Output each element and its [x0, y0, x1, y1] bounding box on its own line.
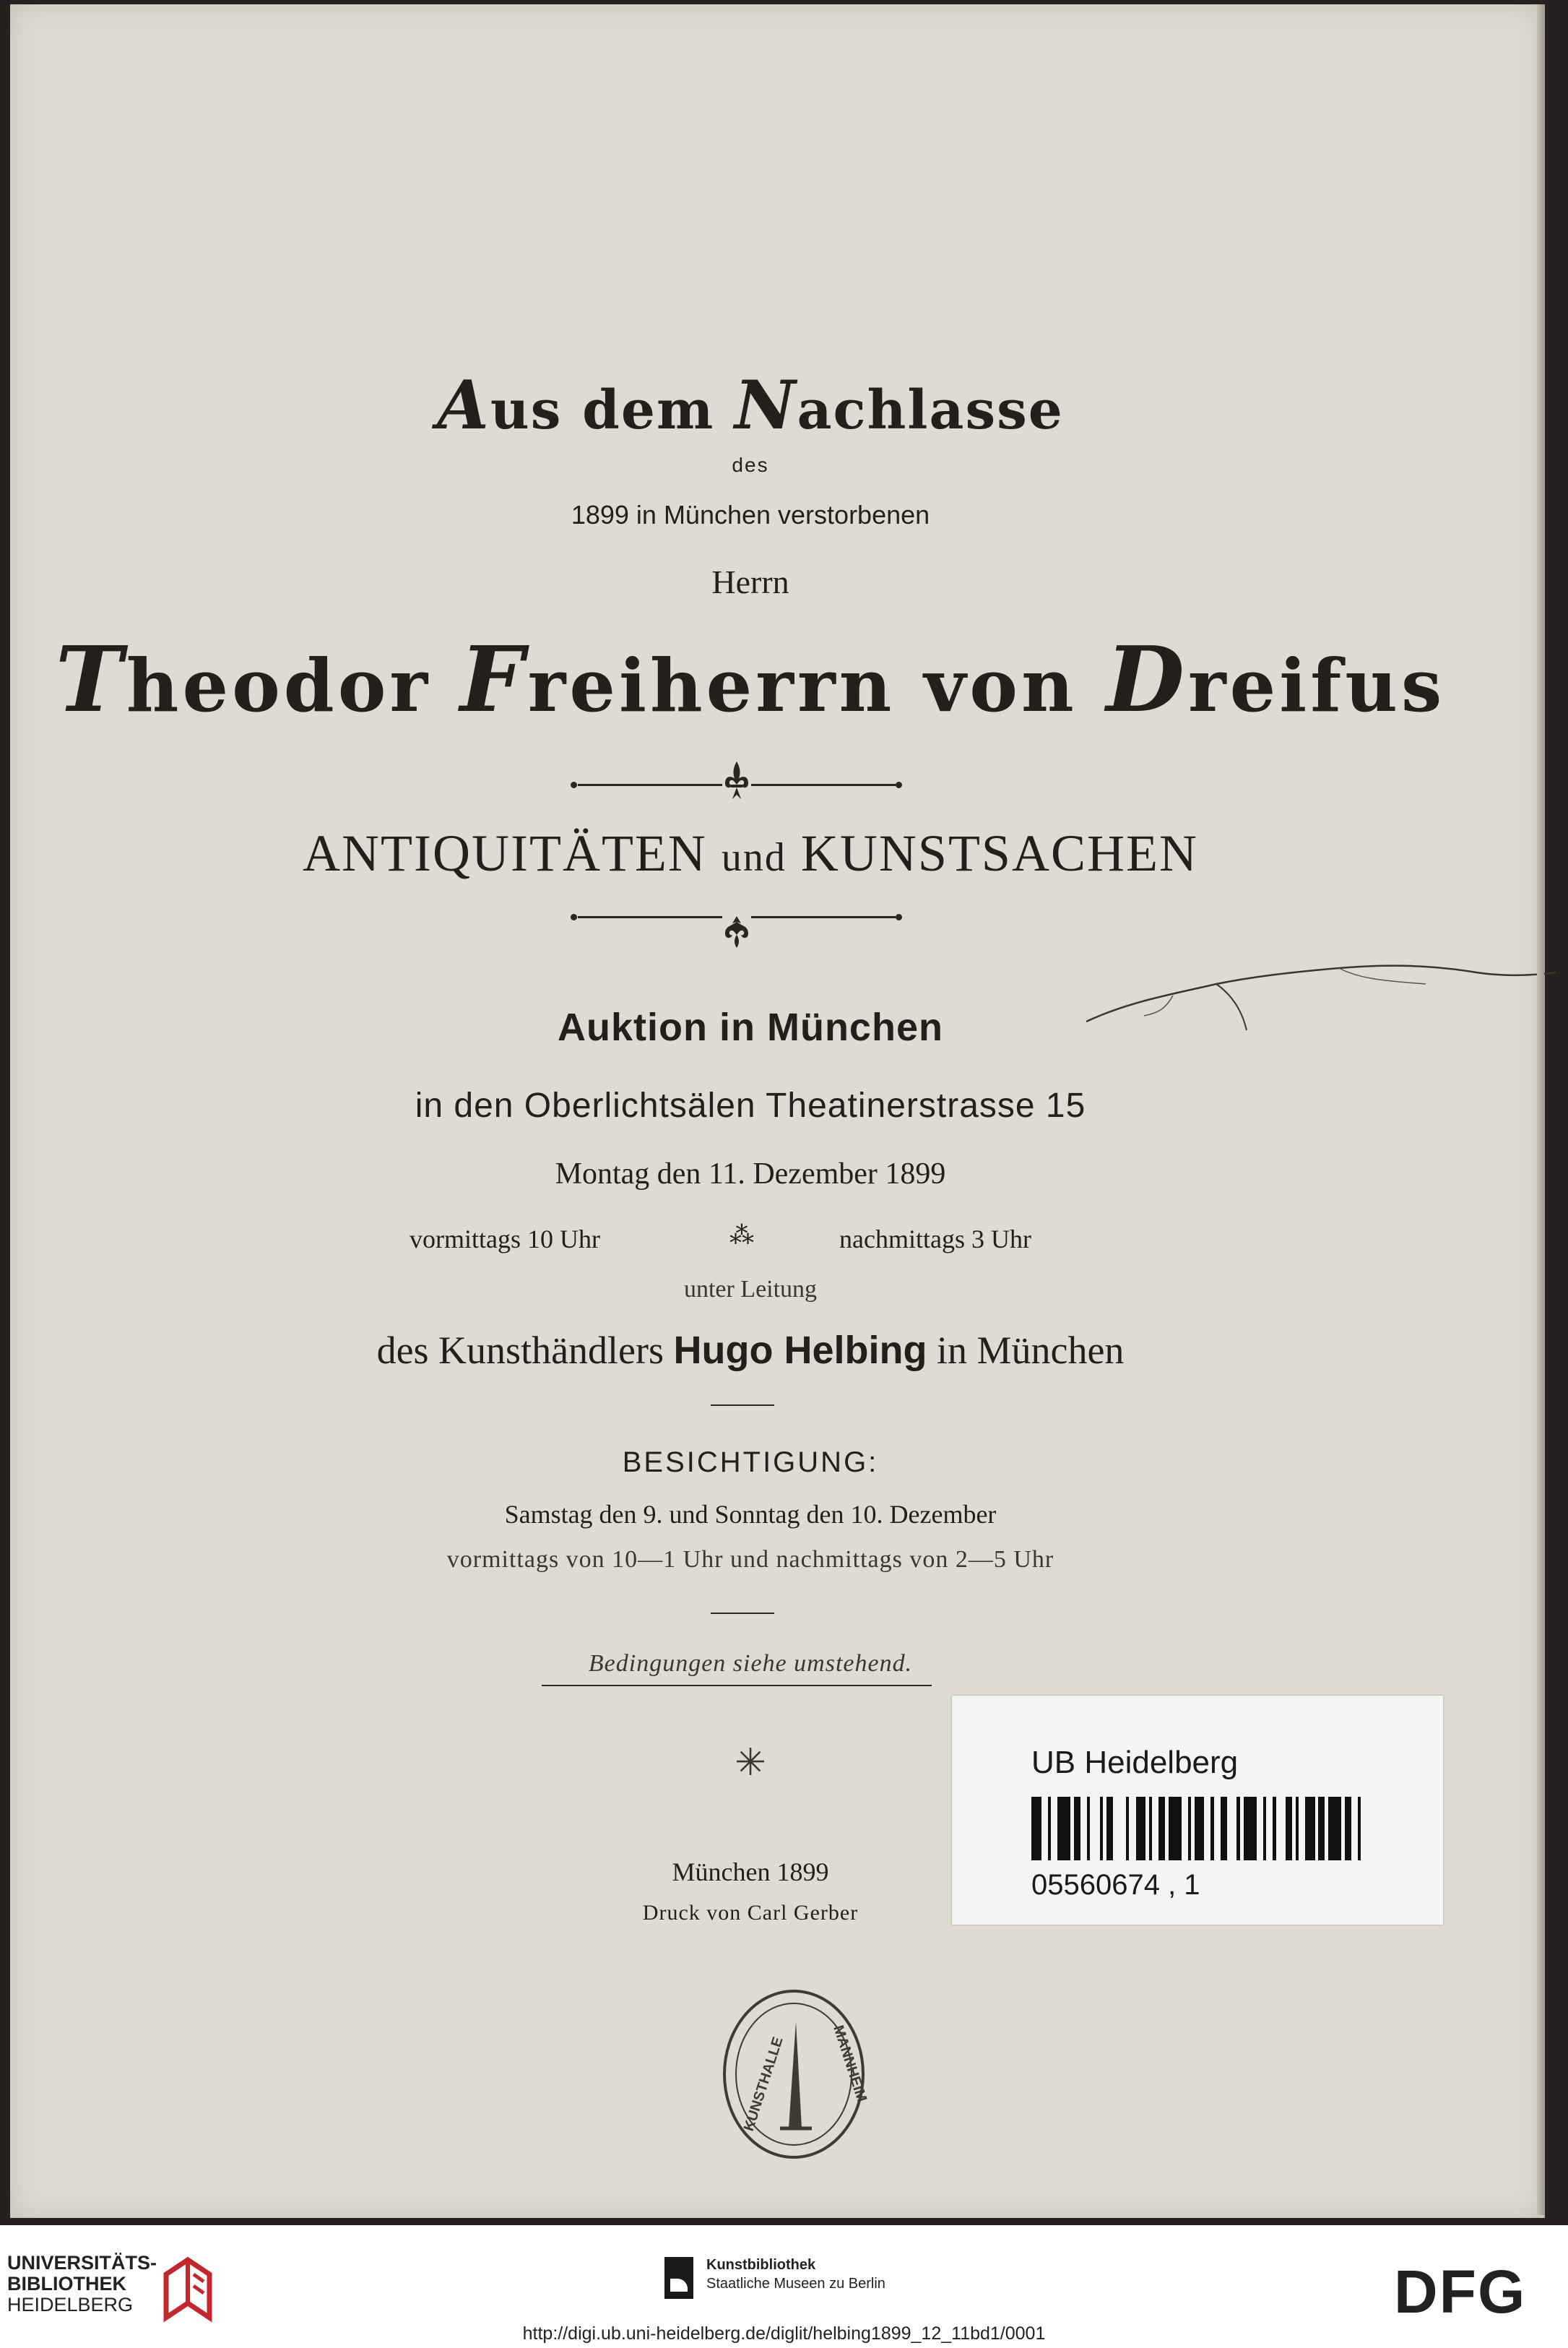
barcode-bar	[1158, 1797, 1165, 1860]
barcode-bar	[1074, 1797, 1080, 1860]
printer-line: Druck von Carl Gerber	[642, 1901, 859, 1925]
title-text-a: us dem	[490, 379, 735, 441]
dealer-text-b: in München	[927, 1329, 1125, 1372]
barcode-bar	[1266, 1797, 1273, 1860]
name-initial-t: T	[55, 627, 126, 733]
barcode-bar	[1257, 1797, 1263, 1860]
heading-word-b: KUNSTSACHEN	[800, 824, 1198, 882]
barcode-bar	[1182, 1797, 1188, 1860]
name-initial-f: F	[459, 627, 528, 733]
barcode-bar	[1244, 1797, 1257, 1860]
barcode-bar	[1129, 1797, 1135, 1860]
kunstbibliothek-text[interactable]	[706, 2256, 885, 2293]
footer	[0, 2225, 1568, 2348]
heidelberg-library-text	[7, 2253, 157, 2315]
viewing-hours: vormittags von 10—1 Uhr und nachmittags von 2—5 Uhr	[446, 1546, 1054, 1573]
dfg-logo[interactable]: DFG	[1394, 2258, 1527, 2326]
barcode-bar	[1299, 1797, 1305, 1860]
barcode-bar	[1152, 1797, 1158, 1860]
barcode-bar	[1361, 1797, 1371, 1860]
barcode-bar	[1214, 1797, 1221, 1860]
heading-word-und: und	[721, 835, 787, 880]
name-text-a: heodor	[126, 643, 460, 728]
barcode-bar	[1169, 1797, 1182, 1860]
barcode-bar	[1031, 1797, 1041, 1860]
heidelberg-mark-icon	[159, 2253, 224, 2325]
barcode-bar	[1041, 1797, 1048, 1860]
barcode-bar	[1351, 1797, 1358, 1860]
barcode-bar	[1057, 1797, 1070, 1860]
name-text-c: reifus	[1187, 643, 1446, 728]
barcode-bar	[1276, 1797, 1286, 1860]
barcode-bar	[1080, 1797, 1087, 1860]
place-year: München 1899	[672, 1857, 829, 1886]
viewing-days: Samstag den 9. und Sonntag den 10. Dezember	[504, 1500, 997, 1529]
barcode-bar	[1204, 1797, 1210, 1860]
uni-line-3: HEIDELBERG	[7, 2294, 134, 2315]
name-text-b: reiherrn von	[527, 643, 1106, 728]
stamp-text-left: KUNSTHALLE	[740, 2034, 787, 2133]
barcode-bar	[1090, 1797, 1100, 1860]
barcode-bar	[1227, 1797, 1237, 1860]
uni-line-2: BIBLIOTHEK	[7, 2273, 126, 2295]
afternoon-time: nachmittags 3 Uhr	[839, 1225, 1031, 1253]
short-divider-2	[711, 1613, 774, 1614]
barcode-bar	[1195, 1797, 1205, 1860]
auction-line: Auktion in München	[558, 1006, 943, 1049]
kb-line-1: Kunstbibliothek	[706, 2257, 816, 2273]
page-edge	[1537, 4, 1544, 2215]
short-divider-1	[711, 1404, 774, 1406]
deceased-line: 1899 in München verstorbenen	[571, 500, 930, 530]
uni-line-1: UNIVERSITÄTS-	[7, 2252, 157, 2274]
barcode-bar	[1221, 1797, 1227, 1860]
dealer-line	[10, 1328, 1491, 1373]
title-initial-a: A	[437, 366, 490, 444]
separator-icon: ⁂	[729, 1222, 754, 1249]
title-line	[10, 366, 1491, 444]
date-line: Montag den 11. Dezember 1899	[555, 1157, 946, 1191]
library-stamp	[718, 1984, 870, 2164]
name-initial-d: D	[1106, 627, 1188, 733]
kb-line-2: Staatliche Museen zu Berlin	[706, 2276, 885, 2292]
barcode-number: 05560674 , 1	[1031, 1869, 1200, 1901]
barcode-bar	[1305, 1797, 1315, 1860]
barcode-bar	[1318, 1797, 1325, 1860]
herrn-line: Herrn	[711, 564, 789, 600]
title-initial-n: N	[735, 366, 797, 444]
barcode	[1031, 1797, 1371, 1860]
section-heading	[10, 824, 1491, 884]
library-name: UB Heidelberg	[1031, 1745, 1239, 1780]
dealer-name: Hugo Helbing	[673, 1329, 927, 1372]
barcode-bar	[1136, 1797, 1146, 1860]
asterism-icon: ✳	[735, 1743, 766, 1784]
heading-word-a: ANTIQUITÄTEN	[303, 824, 707, 882]
permalink-url[interactable]: http://digi.ub.uni-heidelberg.de/diglit/helbing1899_12_11bd1/0001	[522, 2323, 1046, 2344]
heidelberg-library-logo[interactable]	[7, 2253, 157, 2315]
barcode-bar	[1345, 1797, 1351, 1860]
barcode-bar	[1328, 1797, 1341, 1860]
ornament-icon	[722, 916, 751, 948]
title-text-b: achlasse	[797, 379, 1064, 441]
library-barcode-label	[952, 1696, 1443, 1925]
dealer-text-a: des Kunsthändlers	[376, 1329, 674, 1372]
name-line	[10, 627, 1491, 733]
barcode-bar	[1113, 1797, 1126, 1860]
conditions-note: Bedingungen siehe umstehend.	[588, 1650, 913, 1677]
morning-time: vormittags 10 Uhr	[410, 1225, 600, 1253]
barcode-bar	[1051, 1797, 1057, 1860]
venue-line: in den Oberlichtsälen Theatinerstrasse 15	[415, 1087, 1086, 1125]
conditions-underline	[542, 1685, 932, 1686]
des-line: des	[732, 454, 769, 476]
stamp-text-right: MANNHEIM	[830, 2023, 870, 2105]
viewing-heading: BESICHTIGUNG:	[622, 1446, 879, 1478]
kunstbibliothek-logo-icon[interactable]	[664, 2257, 693, 2299]
direction-line: unter Leitung	[683, 1276, 818, 1303]
barcode-bar	[1106, 1797, 1113, 1860]
fleur-de-lis-icon	[722, 760, 751, 802]
barcode-bar	[1286, 1797, 1292, 1860]
